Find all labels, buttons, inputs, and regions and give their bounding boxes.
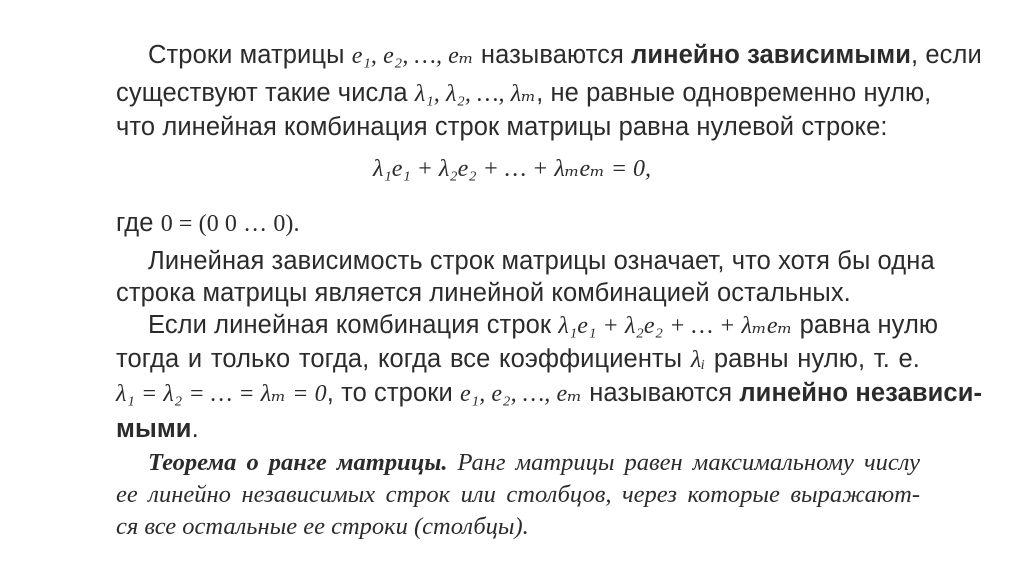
paragraph-1-line-2 (116, 78, 932, 109)
text-fragment: , если (911, 41, 982, 69)
math-combination: λ₁e₁ + λ₂e₂ + … + λₘeₘ (558, 313, 793, 339)
paragraph-3-line-1 (116, 310, 939, 341)
paragraph-1-line-1 (116, 40, 982, 71)
paragraph-3-line-4 (116, 414, 920, 444)
text-fragment: , не равные одновременно нулю, (536, 79, 932, 107)
paragraph-2-line-2: строка матрицы является линейной комбинацией остальных. (116, 279, 851, 307)
text-fragment: существуют такие числа (116, 79, 415, 107)
theorem-line-1 (116, 448, 920, 478)
text-fragment: Строки матрицы (148, 41, 352, 69)
paragraph-3-line-2 (116, 344, 920, 375)
formula-linear-combination (0, 154, 1024, 184)
zero-row-expression: 0 = (0 0 … 0). (160, 211, 300, 237)
theorem-line-3: ся все остальные ее строки (столбцы). (116, 513, 529, 540)
text-fragment: называются (582, 379, 740, 407)
text-fragment: . (191, 415, 199, 443)
formula-text: λ₁e₁ + λ₂e₂ + … + λₘeₘ = 0, (372, 156, 652, 182)
term-linearly-independent-end: мыми (116, 415, 192, 443)
math-rows-list: e₁, e₂, …, eₘ (460, 381, 583, 407)
theorem-line-2: ее линейно независимых строк или столбцов, через которые выражают- (116, 481, 920, 508)
text-fragment: называются (473, 41, 632, 69)
text-fragment: Если линейная комбинация строк (148, 311, 559, 339)
paragraph-2-line-1: Линейная зависимость строк матрицы означает, что хотя бы одна (148, 247, 935, 275)
where-label: где (116, 209, 161, 237)
math-lambda-i: λᵢ (690, 347, 706, 373)
text-fragment: равна нулю (792, 311, 939, 339)
theorem-title: Теорема о ранге матрицы (148, 449, 442, 476)
term-linearly-independent: линейно независи- (739, 379, 983, 407)
text-fragment: равны нулю, т. е. (705, 345, 920, 373)
text-fragment: , то строки (326, 379, 461, 407)
paragraph-3-line-3 (116, 378, 983, 409)
theorem-title-period: . (441, 449, 448, 476)
text-fragment: Ранг матрицы равен максимальному числу (447, 449, 920, 476)
where-line (116, 208, 920, 239)
math-all-zero: λ₁ = λ₂ = … = λₘ = 0 (116, 381, 327, 407)
math-rows-list: e₁, e₂, …, eₘ (351, 43, 474, 69)
math-lambdas: λ₁, λ₂, …, λₘ (414, 81, 537, 107)
text-fragment: тогда и только тогда, когда все коэффициенты (116, 345, 691, 373)
term-linearly-dependent: линейно зависимыми (631, 41, 911, 69)
paragraph-1-line-3: что линейная комбинация строк матрицы равна нулевой строке: (116, 113, 888, 141)
